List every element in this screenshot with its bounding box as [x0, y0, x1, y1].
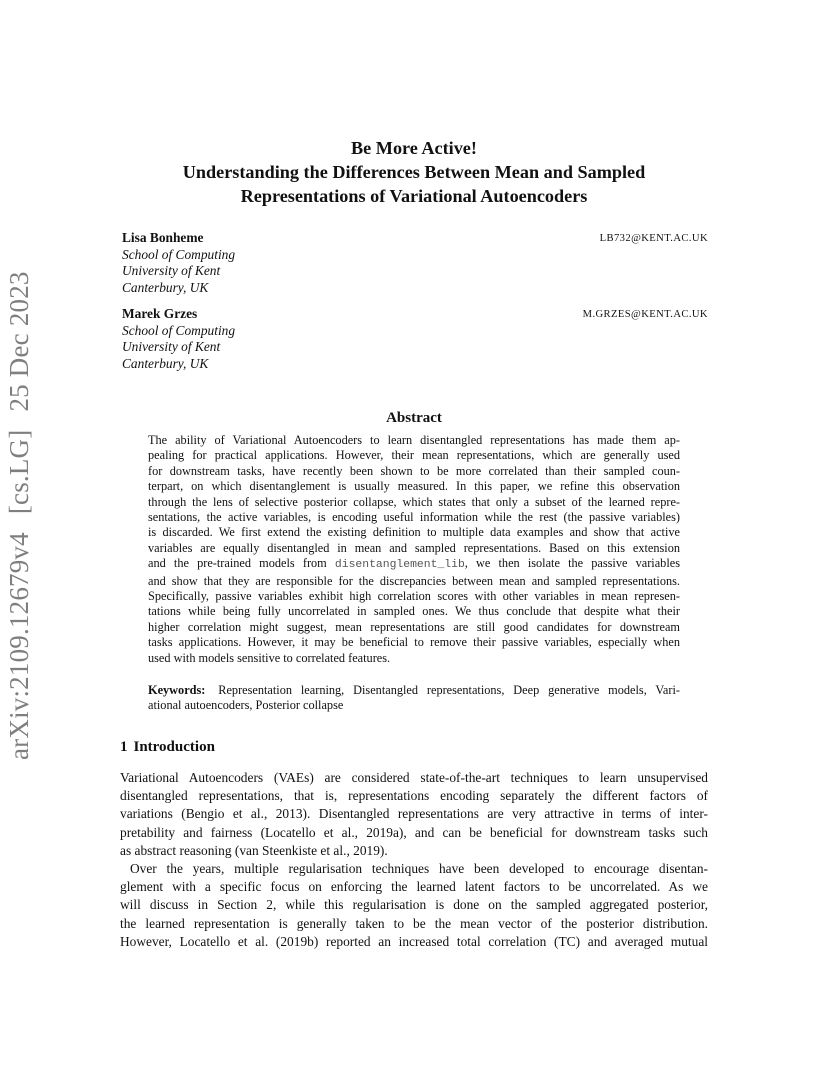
abstract-line: sentations, the active variables, is encoding useful information while the rest (the passive variables)	[148, 510, 680, 525]
abstract-line: pealing for practical applications. However, their mean representations, which are generally used	[148, 448, 680, 463]
abstract-body	[148, 433, 680, 666]
paragraph-line: as abstract reasoning (van Steenkiste et al., 2019).	[120, 842, 388, 858]
paragraph-line: Over the years, multiple regularisation techniques have been developed to encourage disentan-	[130, 861, 708, 877]
paragraph-line: will discuss in Section 2, while this regularisation is done on the sampled aggregated posterior,	[120, 897, 708, 913]
paragraph-line: pretability and fairness (Locatello et al., 2019a), and can be beneficial for downstream tasks such	[120, 824, 708, 840]
abstract-line: through the lens of selective posterior collapse, which states that only a subset of the learned repre-	[148, 494, 680, 509]
author-university: University of Kent	[122, 263, 221, 279]
arxiv-identifier-stamp	[4, 253, 35, 760]
author-name: Marek Grzes	[122, 306, 198, 321]
introduction-body	[120, 769, 708, 951]
author-block-1	[122, 230, 708, 296]
section-heading-introduction	[120, 739, 215, 756]
paragraph-line: glement with a specific focus on enforcing the learned latent factors to be uncorrelated. As we	[120, 879, 708, 895]
section-number: 1	[120, 739, 128, 755]
abstract-line: Specifically, passive variables exhibit high correlation scores with other variables in mean represen-	[148, 589, 680, 604]
author-location: Canterbury, UK	[122, 279, 209, 295]
abstract-line: terpart, on which disentanglement is usually measured. In this paper, we refine this observation	[148, 479, 680, 494]
author-block-2	[122, 306, 708, 372]
abstract-line: and show that they are responsible for the discrepancies between mean and sampled representations.	[148, 573, 680, 588]
abstract-line: tations while being fully uncorrelated in sampled ones. We thus conclude that despite what their	[148, 604, 680, 619]
section-title: Introduction	[133, 739, 215, 755]
code-library-name: disentanglement_lib	[334, 559, 465, 572]
abstract-text: , we then isolate the passive variables	[464, 556, 680, 571]
keywords-line	[148, 683, 680, 698]
abstract-heading: Abstract	[386, 410, 442, 426]
abstract-line: used with models sensitive to correlated features.	[148, 650, 391, 665]
author-department: School of Computing	[122, 322, 236, 338]
paper-title	[120, 136, 708, 208]
title-line-2: Understanding the Differences Between Mean and Sampled	[182, 162, 646, 182]
keywords	[148, 683, 680, 714]
keywords-text: Representation learning, Disentangled representations, Deep generative models, Vari-	[218, 683, 680, 697]
paragraph-line: the learned representation is generally taken to be the mean vector of the posterior distribution.	[120, 915, 708, 931]
keywords-label: Keywords:	[148, 683, 206, 697]
title-line-1: Be More Active!	[351, 138, 477, 158]
arxiv-id: arXiv:2109.12679v4	[4, 532, 34, 760]
abstract-line: higher correlation might suggest, mean representations are still good candidates for downstream	[148, 619, 680, 634]
author-university: University of Kent	[122, 339, 221, 355]
arxiv-category: [cs.LG]	[4, 429, 34, 515]
title-line-3: Representations of Variational Autoencoders	[240, 186, 588, 206]
abstract-line: The ability of Variational Autoencoders to learn disentangled representations has made them ap-	[148, 433, 680, 447]
paragraph-line: However, Locatello et al. (2019b) reported an increased total correlation (TC) and averaged mutual	[120, 933, 708, 949]
author-department: School of Computing	[122, 246, 236, 262]
abstract-line: variables are equally disentangled in mean and sampled representations. Based on this extension	[148, 540, 680, 555]
author-name: Lisa Bonheme	[122, 230, 204, 245]
abstract-line: is discarded. We first extend the existing definition to multiple data examples and show that active	[148, 525, 680, 540]
keywords-line: ational autoencoders, Posterior collapse	[148, 698, 344, 713]
author-email: LB732@KENT.AC.UK	[599, 233, 708, 244]
abstract-line: for downstream tasks, have recently been shown to be more correlated than their sampled coun-	[148, 463, 680, 478]
author-email: M.GRZES@KENT.AC.UK	[582, 309, 708, 320]
paragraph-line: Variational Autoencoders (VAEs) are considered state-of-the-art techniques to learn unsupervised	[120, 770, 708, 785]
abstract-text: and the pre-trained models from	[148, 556, 327, 571]
author-location: Canterbury, UK	[122, 355, 209, 371]
paragraph-line: disentangled representations, that is, representations encoding separately the different factors of	[120, 788, 708, 804]
paragraph-line: variations (Bengio et al., 2013). Disentangled representations are very attractive in terms of inter-	[120, 806, 708, 822]
abstract-line-with-code	[148, 556, 680, 573]
abstract-line: tasks applications. However, it may be beneficial to remove their passive variables, especially when	[148, 635, 680, 650]
arxiv-date: 25 Dec 2023	[4, 271, 34, 412]
